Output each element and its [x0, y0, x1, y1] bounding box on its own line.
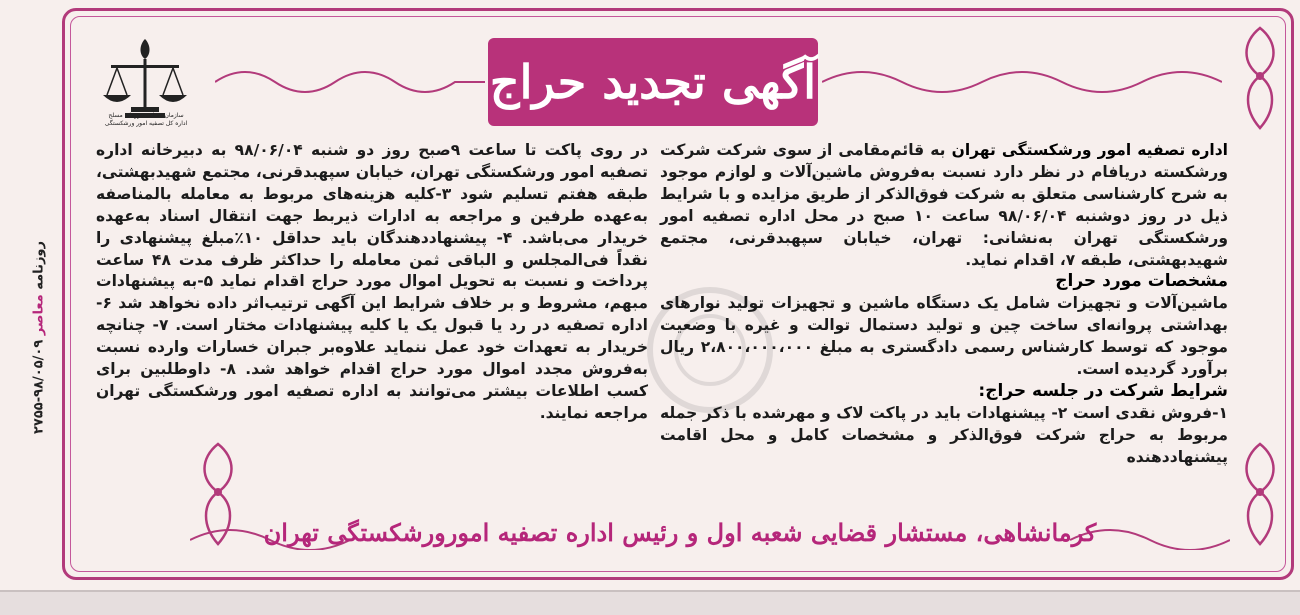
emblem-caption-line1: سازمان قضائی نیروهای مسلح: [108, 112, 184, 119]
bottom-edge: [0, 590, 1300, 615]
office-name: اداره تصفیه امور ورشکستگی تهران: [951, 141, 1228, 159]
signature: کرمانشاهی، مستشار قضایی شعبه اول و رئیس اداره تصفیه امورورشکستگی تهران: [263, 518, 1097, 547]
side-strip-text: [32, 113, 47, 563]
emblem-caption-line2: اداره کل تصفیه امور ورشکستگی: [104, 120, 188, 127]
conditions-continued-text: در روی پاکت تا ساعت ۹صبح روز دو شنبه ۹۸/۰۶/۰۴ به دبیرخانه اداره تصفیه امور ورشکستگی تهران، خیابان سپهبدقرنی، مجتمع شهیدبهشتی، طبقه هفتم تسلیم شود ۳-کلیه هزینه‌های مربوط به معامله بالمناصفه به‌عهده طرفین و مراجعه به ادارات ذیربط جهت انتقال اسناد به‌عهده خریدار می‌باشد. ۴- پیشنهاددهندگان باید حداقل ۱۰٪مبلغ پیشنهادی را نقداً فی‌المجلس و الباقی ثمن معامله را حداکثر ظرف مدت ۴۸ ساعت پرداخت و نسبت به تحویل اموال مورد حراج اقدام نماید ۵-به پیشنهادات مبهم، مشروط و بر خلاف شرایط این آگهی ترتیب‌اثر داده نخواهد شد ۶-اداره تصفیه در رد یا قبول یک یا کلیه پیشنهادات مختار است. ۷- چنانچه خریدار به تعهدات خود عمل ننماید علاوه‌بر جبران خسارات وارده نسبت به‌فروش مجدد اموال مورد حراج اقدام خواهد شد. ۸- داوطلبین برای کسب اطلاعات بیشتر می‌توانند به اداره تصفیه امور ورشکستگی تهران مراجعه نمایند.: [96, 141, 648, 422]
emblem-caption: [88, 112, 204, 128]
conditions-text: ۱-فروش نقدی است ۲- پیشنهادات باید در پاکت لاک و مهرشده با ذکر جمله مربوط به حراج شرکت فوق‌الذکر و مشخصات کامل و محل اقامت پیشنهاددهنده: [660, 403, 1228, 466]
left-column: [96, 140, 648, 425]
corner-ornament-bottom-right: [1238, 440, 1282, 550]
notice-title: آگهی تجدید حراج: [489, 55, 817, 109]
right-column: [660, 140, 1228, 469]
title-flourish-right: [822, 62, 1222, 102]
intro-paragraph: [660, 140, 1228, 271]
conditions-heading: شرایط شرکت در جلسه حراج:: [978, 380, 1228, 401]
side-strip-label: روزنامه: [31, 241, 47, 290]
side-strip: [26, 60, 52, 510]
corner-ornament-top-right: [1238, 24, 1282, 134]
specs-heading: مشخصات مورد حراج: [1055, 271, 1228, 292]
title-flourish-left: [215, 62, 485, 102]
side-strip-brand: معاصر: [31, 294, 47, 336]
side-strip-issue: ۹۸/۰۵/۰۹-۲۷۵۵: [31, 339, 47, 434]
specs-text: ماشین‌آلات و تجهیزات شامل یک دستگاه ماشین و تجهیزات تولید نوارهای بهداشتی پروانه‌ای ساخت چین و تولید دستمال توالت و غیره با وضعیت موجود که توسط کارشناس رسمی دادگستری به مبلغ ۲،۸۰۰،۰۰۰،۰۰۰ ریال برآورد گردیده است.: [660, 294, 1228, 379]
intro-text: به قائم‌مقامی از سوی شرکت شرکت ورشکسته دریافام در نظر دارد نسبت به‌فروش ماشین‌آلات و لوازم موجود به شرح کارشناسی متعلق به شرکت فوق‌الذکر از طریق مزایده و با شرایط ذیل در روز دوشنبه ۹۸/۰۶/۰۴ ساعت ۱۰ صبح در محل اداره تصفیه امور ورشکستگی تهران به‌نشانی: تهران، خیابان سپهبدقرنی، مجتمع شهیدبهشتی، طبقه ۷، اقدام نماید.: [660, 141, 1228, 269]
